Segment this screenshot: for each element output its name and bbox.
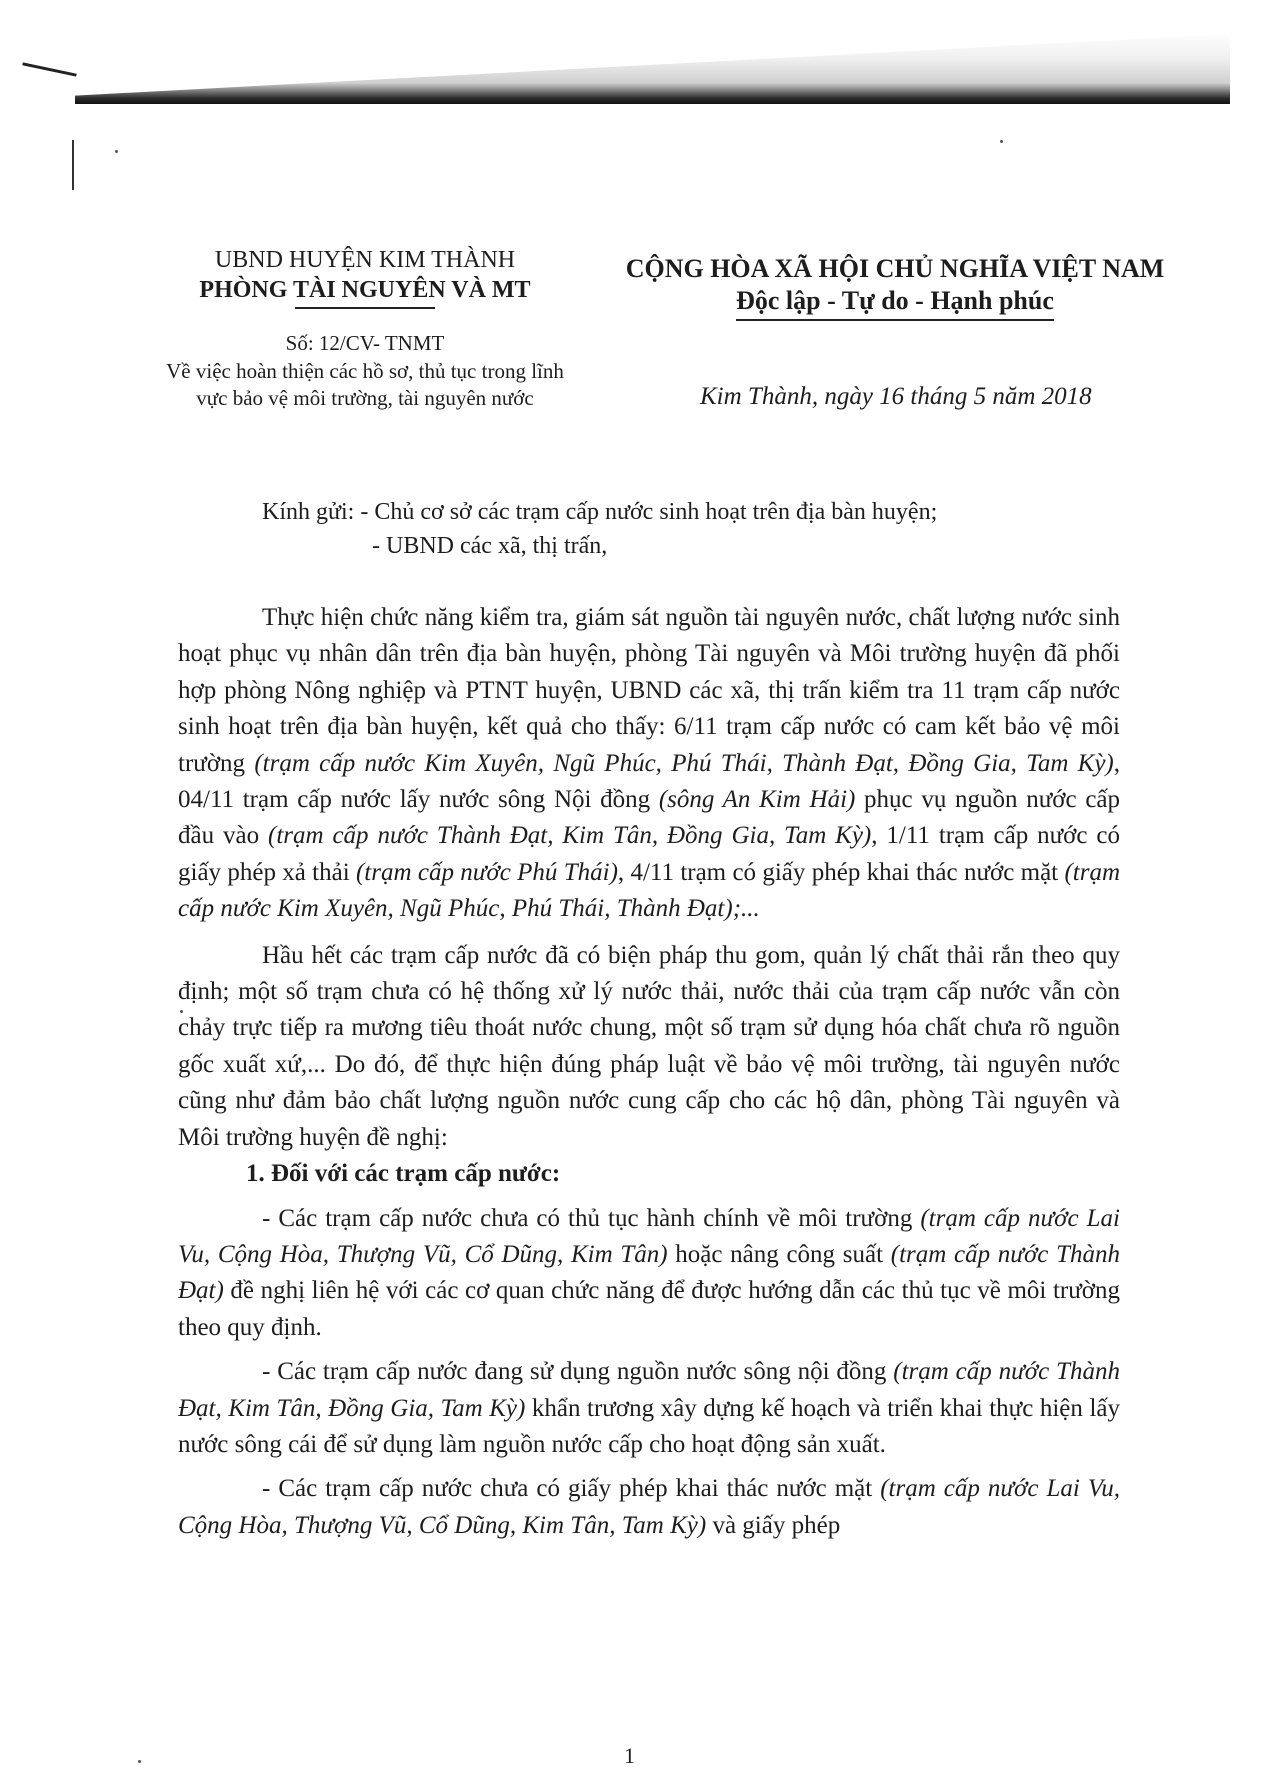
header-underline — [295, 307, 435, 309]
agency-name: UBND HUYỆN KIM THÀNH — [214, 247, 516, 273]
scan-speck — [1000, 140, 1003, 143]
paragraph-findings: Hầu hết các trạm cấp nước đã có biện pháp thu gom, quản lý chất thải rắn theo quy định; một số trạm chưa có hệ thống xử lý nước thải, nước thải của trạm cấp nước vẫn còn chảy trực tiếp ra mương tiêu thoát nước chung, một số trạm sử dụng hóa chất chưa rõ nguồn gốc xuất xứ,... Do đó, để thực hiện đúng pháp luật về bảo vệ môi trường, tài nguyên nước cũng như đảm bảo chất lượng nguồn nước cung cấp cho các hộ dân, phòng Tài nguyên và Môi trường huyện đề nghị: — [178, 941, 1120, 1151]
paragraph-inspection-results: Thực hiện chức năng kiểm tra, giám sát nguồn tài nguyên nước, chất lượng nước sinh hoạt phục vụ nhân dân trên địa bàn huyện, phòng Tài nguyên và Môi trường huyện đã phối hợp phòng Nông nghiệp và PTNT huyện, UBND các xã, thị trấn kiểm tra 11 trạm cấp nước sinh hoạt trên địa bàn huyện, kết quả cho thấy: 6/11 trạm cấp nước có cam kết bảo vệ môi trường (trạm cấp nước Kim Xuyên, Ngũ Phúc, Phú Thái, Thành Đạt, Đồng Gia, Tam Kỳ), 04/11 trạm cấp nước lấy nước sông Nội đồng (sông An Kim Hải) phục vụ nguồn nước cấp đầu vào (trạm cấp nước Thành Đạt, Kim Tân, Đồng Gia, Tam Kỳ), 1/11 trạm cấp nước có giấy phép xả thải (trạm cấp nước Phú Thái), 4/11 trạm có giấy phép khai thác nước mặt (trạm cấp nước Kim Xuyên, Ngũ Phúc, Phú Thái, Thành Đạt);... — [178, 604, 1121, 923]
recipients-label: Kính gửi: — [262, 499, 355, 525]
recipients-block — [262, 495, 937, 563]
department-name: PHÒNG TÀI NGUYÊN VÀ MT — [199, 277, 531, 303]
paragraph-water-source: - Các trạm cấp nước đang sử dụng nguồn nước sông nội đồng (trạm cấp nước Thành Đạt, Kim Tân, Đồng Gia, Tam Kỳ) khẩn trương xây dựng kế hoạch và triển khai thực hiện lấy nước sông cái để sử dụng làm nguồn nước cấp cho hoạt động sản xuất. — [178, 1358, 1120, 1458]
recipient-2: - UBND các xã, thị trấn, — [372, 533, 608, 559]
national-header — [570, 253, 1220, 321]
paragraph-admin-procedures: - Các trạm cấp nước chưa có thủ tục hành chính về môi trường (trạm cấp nước Lai Vu, Cộng Hòa, Thượng Vũ, Cổ Dũng, Kim Tân) hoặc nâng công suất (trạm cấp nước Thành Đạt) đề nghị liên hệ với các cơ quan chức năng để được hướng dẫn các thủ tục về môi trường theo quy định. — [178, 1204, 1120, 1341]
paragraph-surface-water-permit: - Các trạm cấp nước chưa có giấy phép khai thác nước mặt (trạm cấp nước Lai Vu, Cộng Hòa, Thượng Vũ, Cổ Dũng, Kim Tân, Tam Kỳ) và giấy phép — [178, 1475, 1120, 1539]
document-body — [178, 600, 1120, 1544]
scan-speck — [115, 150, 118, 153]
document-reference — [160, 330, 570, 412]
scan-shadow-bar — [75, 34, 1230, 104]
document-subject: Về việc hoàn thiện các hồ sơ, thủ tục trong lĩnh vực bảo vệ môi trường, tài nguyên nước — [166, 359, 564, 410]
scan-speck — [138, 1760, 141, 1763]
document-date: Kim Thành, ngày 16 tháng 5 năm 2018 — [700, 383, 1092, 410]
document-number: Số: 12/CV- TNMT — [285, 331, 445, 355]
page-number: 1 — [624, 1743, 635, 1768]
agency-header — [160, 245, 570, 309]
scan-mark — [22, 62, 76, 76]
scan-mark — [72, 140, 74, 190]
national-motto: Độc lập - Tự do - Hạnh phúc — [736, 285, 1054, 321]
national-title: CỘNG HÒA XÃ HỘI CHỦ NGHĨA VIỆT NAM — [625, 254, 1165, 283]
section-1-heading: 1. Đối với các trạm cấp nước: — [246, 1160, 561, 1188]
recipient-1: - Chủ cơ sở các trạm cấp nước sinh hoạt trên địa bàn huyện; — [360, 499, 938, 525]
